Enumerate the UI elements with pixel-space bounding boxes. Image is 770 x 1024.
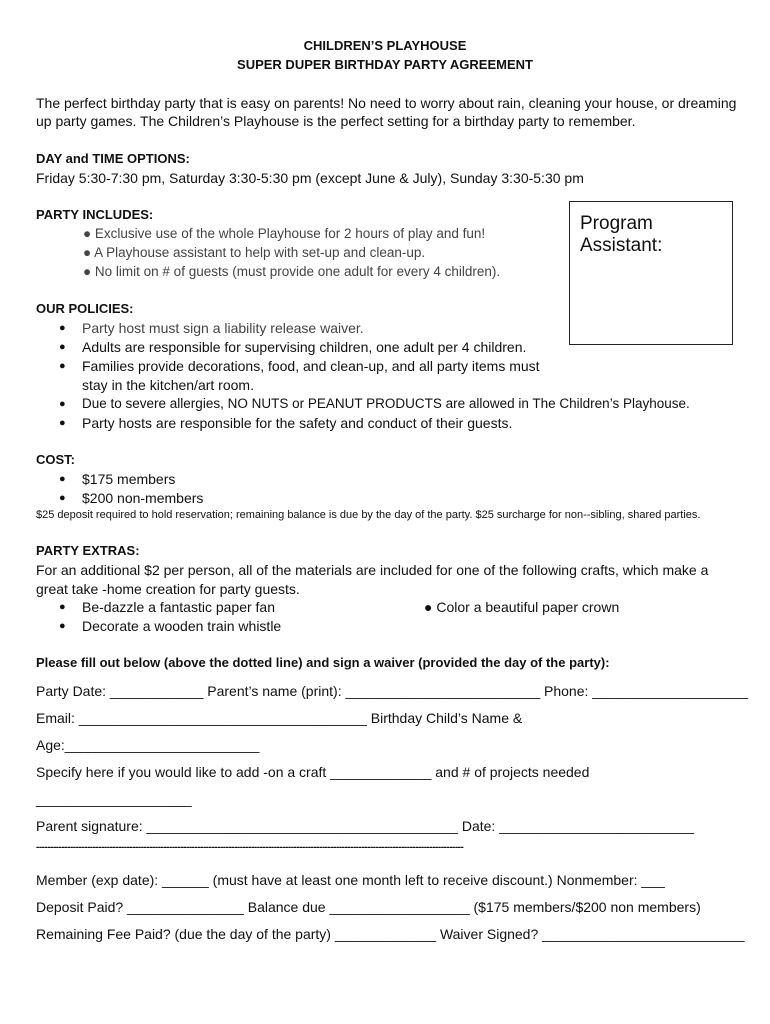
dotted-divider: ------------------------------------------------------------------------------------------------------------------------------------------------------- bbox=[36, 842, 464, 853]
cost-nonmember: $200 non-members bbox=[82, 490, 204, 506]
bullet-icon: ● bbox=[59, 341, 66, 353]
policy-item: Adults are responsible for supervising children, one adult per 4 children. bbox=[82, 339, 527, 355]
includes-item: ● Exclusive use of the whole Playhouse for 2 hours of play and fun! bbox=[83, 226, 486, 241]
intro-line-1: The perfect birthday party that is easy on parents! No need to worry about rain, cleaning your house, or dreaming bbox=[36, 95, 737, 111]
bullet-icon: ● bbox=[59, 360, 66, 372]
document-subtitle: SUPER DUPER BIRTHDAY PARTY AGREEMENT bbox=[237, 57, 533, 72]
bullet-icon: ● bbox=[59, 473, 66, 485]
form-row-party-date-parent-phone[interactable]: Party Date: ____________ Parent’s name (print): _________________________ Phone: ____________________ bbox=[36, 683, 749, 699]
program-assistant-box[interactable] bbox=[569, 201, 733, 345]
cost-member: $175 members bbox=[82, 471, 176, 487]
policy-item-continued: stay in the kitchen/art room. bbox=[82, 377, 254, 393]
form-row-signature-date[interactable]: Parent signature: ________________________________________ Date: _________________________ bbox=[36, 818, 694, 834]
includes-item: ● No limit on # of guests (must provide one adult for every 4 children). bbox=[83, 264, 501, 279]
policy-item: Due to severe allergies, NO NUTS or PEANUT PRODUCTS are allowed in The Children’s Playhouse. bbox=[82, 396, 690, 411]
form-row-email-child-name[interactable]: Email: _____________________________________ Birthday Child’s Name & bbox=[36, 710, 523, 726]
extras-line-1: For an additional $2 per person, all of the materials are included for one of the following crafts, which make a bbox=[36, 562, 709, 578]
policy-item: Party host must sign a liability release waiver. bbox=[82, 320, 364, 336]
intro-line-2: up party games. The Children’s Playhouse is the perfect setting for a birthday party to remember. bbox=[36, 113, 636, 129]
form-row-craft-addon[interactable]: Specify here if you would like to add -on a craft _____________ and # of projects needed bbox=[36, 764, 590, 780]
includes-item: ● A Playhouse assistant to help with set-up and clean-up. bbox=[83, 245, 426, 260]
form-instruction: Please fill out below (above the dotted line) and sign a waiver (provided the day of the party): bbox=[36, 655, 610, 670]
day-time-heading: DAY and TIME OPTIONS: bbox=[36, 151, 190, 166]
bullet-icon: ● bbox=[59, 398, 66, 410]
extras-heading: PARTY EXTRAS: bbox=[36, 543, 140, 558]
document-title: CHILDREN’S PLAYHOUSE bbox=[303, 38, 467, 53]
day-time-text: Friday 5:30-7:30 pm, Saturday 3:30-5:30 pm (except June & July), Sunday 3:30-5:30 pm bbox=[36, 170, 584, 186]
craft-item: Decorate a wooden train whistle bbox=[82, 618, 282, 634]
form-row-member-expiration[interactable]: Member (exp date): ______ (must have at least one month left to receive discount.) Nonmember: ___ bbox=[36, 872, 665, 888]
policy-item: Families provide decorations, food, and clean-up, and all party items must bbox=[82, 358, 540, 374]
craft-item: ● Color a beautiful paper crown bbox=[424, 599, 620, 615]
extras-line-2: great take -home creation for party guests. bbox=[36, 581, 300, 597]
bullet-icon: ● bbox=[59, 322, 66, 334]
craft-item: Be-dazzle a fantastic paper fan bbox=[82, 599, 276, 615]
form-row-deposit-balance[interactable]: Deposit Paid? _______________ Balance due __________________ ($175 members/$200 non members) bbox=[36, 899, 701, 915]
includes-heading: PARTY INCLUDES: bbox=[36, 207, 154, 222]
form-row-remaining-fee-waiver[interactable]: Remaining Fee Paid? (due the day of the party) _____________ Waiver Signed? __________________________ bbox=[36, 926, 745, 942]
bullet-icon: ● bbox=[59, 620, 66, 632]
bullet-icon: ● bbox=[59, 417, 66, 429]
cost-heading: COST: bbox=[36, 452, 75, 467]
form-row-craft-blank[interactable]: ____________________ bbox=[36, 791, 192, 807]
policies-heading: OUR POLICIES: bbox=[36, 301, 134, 316]
program-assistant-label: Program Assistant: bbox=[580, 213, 663, 256]
bullet-icon: ● bbox=[59, 492, 66, 504]
form-row-age[interactable]: Age:_________________________ bbox=[36, 737, 260, 753]
bullet-icon: ● bbox=[59, 601, 66, 613]
policy-item: Party hosts are responsible for the safety and conduct of their guests. bbox=[82, 415, 513, 431]
cost-note: $25 deposit required to hold reservation; remaining balance is due by the day of the party. $25 surcharge for non--sibling, shared parties. bbox=[36, 509, 701, 521]
